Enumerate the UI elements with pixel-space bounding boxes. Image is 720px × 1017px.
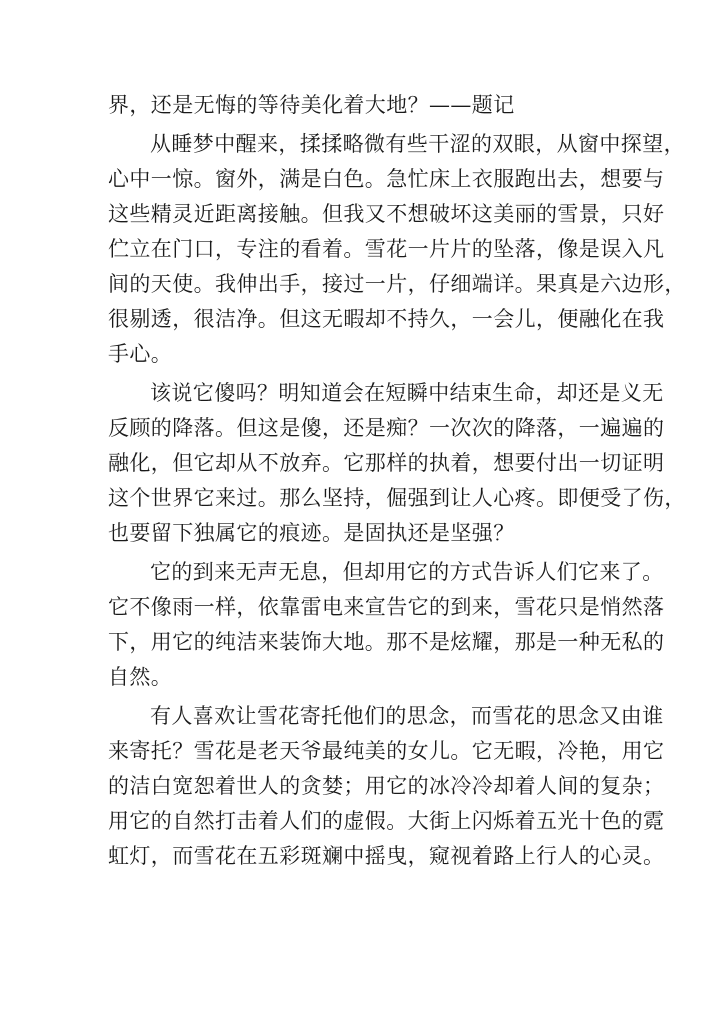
paragraph-waking — [108, 127, 686, 372]
text-line: 间的天使。我伸出手，接过一片，仔细端详。果真是六边形， — [108, 272, 686, 296]
text-line: 用它的自然打击着人们的虚假。大街上闪烁着五光十色的霓 — [108, 809, 665, 833]
text-line: 下，用它的纯洁来装饰大地。那不是炫耀，那是一种无私的 — [108, 630, 665, 654]
text-line: 该说它傻吗？明知道会在短瞬中结束生命，却还是义无 — [150, 381, 664, 405]
paragraph-arrival — [108, 555, 665, 695]
paragraph-epigraph-end — [108, 88, 616, 123]
text-line: 融化，但它却从不放弃。它那样的执着，想要付出一切证明 — [108, 451, 665, 475]
paragraph-longing — [108, 699, 665, 874]
text-line: 它的到来无声无息，但却用它的方式告诉人们它来了。 — [150, 560, 664, 584]
text-line: 伫立在门口，专注的看着。雪花一片片的坠落，像是误入凡 — [108, 237, 665, 261]
text-line: 的洁白宽恕着世人的贪婪；用它的冰冷冷却着人间的复杂； — [108, 774, 665, 798]
text-line: 很剔透，很洁净。但这无暇却不持久，一会儿，便融化在我 — [108, 307, 665, 331]
text-line: 界，还是无悔的等待美化着大地？——题记 — [108, 93, 515, 117]
text-line: 有人喜欢让雪花寄托他们的思念，而雪花的思念又由谁 — [150, 704, 664, 728]
text-line: 虹灯，而雪花在五彩斑斓中摇曳，窥视着路上行人的心灵。 — [108, 844, 665, 868]
text-line: 这个世界它来过。那么坚持，倔强到让人心疼。即便受了伤， — [108, 486, 686, 510]
text-line: 心中一惊。窗外，满是白色。急忙床上衣服跑出去，想要与 — [108, 167, 665, 191]
text-line: 从睡梦中醒来，揉揉略微有些干涩的双眼，从窗中探望， — [150, 132, 685, 156]
paragraph-foolish — [108, 376, 686, 551]
text-line: 它不像雨一样，依靠雷电来宣告它的到来，雪花只是悄然落 — [108, 595, 665, 619]
text-line: 来寄托？雪花是老天爷最纯美的女儿。它无暇，冷艳，用它 — [108, 739, 665, 763]
text-line: 手心。 — [108, 342, 173, 366]
text-line: 也要留下独属它的痕迹。是固执还是坚强？ — [108, 521, 515, 545]
text-line: 反顾的降落。但这是傻，还是痴？一次次的降落，一遍遍的 — [108, 416, 665, 440]
text-line: 自然。 — [108, 665, 173, 689]
essay-body — [108, 88, 686, 878]
text-line: 这些精灵近距离接触。但我又不想破坏这美丽的雪景，只好 — [108, 202, 665, 226]
